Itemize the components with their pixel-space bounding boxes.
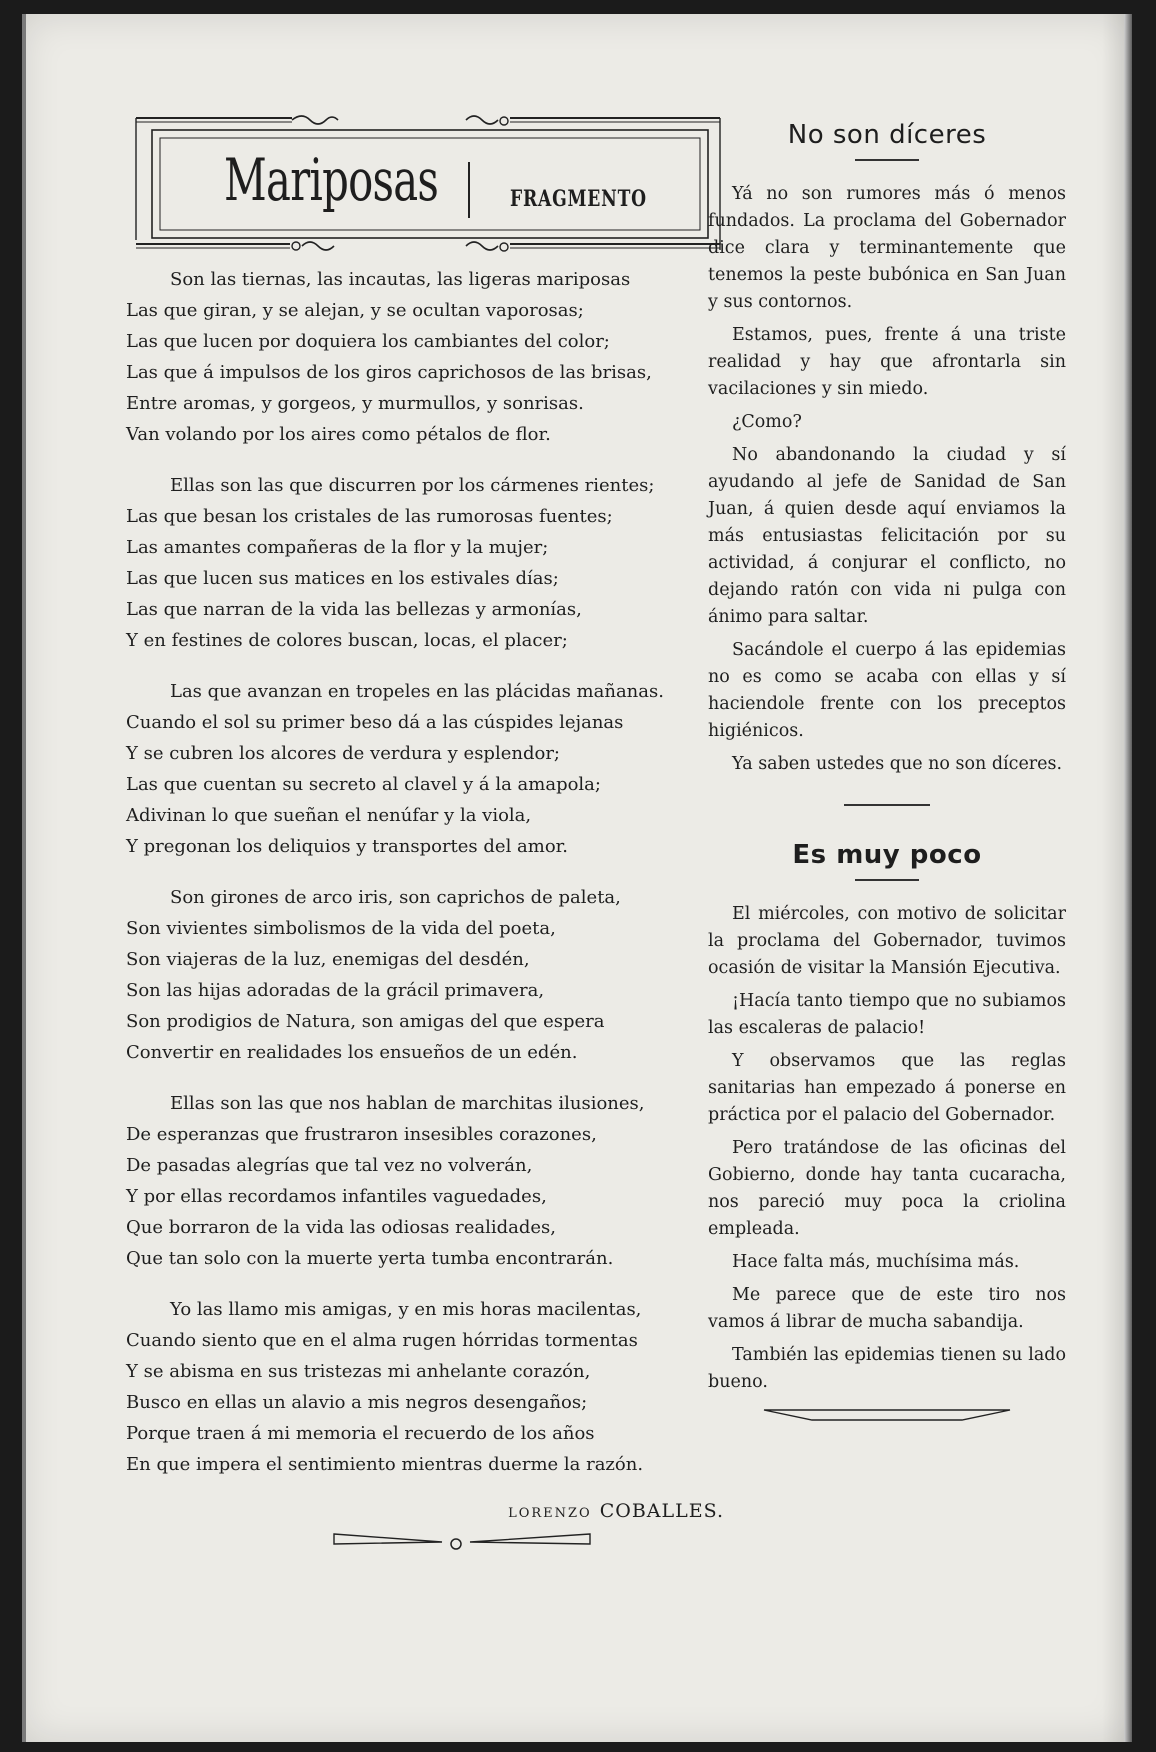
poem-line: Que tan solo con la muerte yerta tumba encontrarán. [126,1248,614,1269]
author-first-name: LORENZO [508,1506,592,1521]
poem-line: Son prodigios de Natura, son amigas del que espera [126,1011,605,1032]
article-paragraph: También las epidemias tienen su lado bueno. [708,1345,1066,1392]
article-paragraph: Ya saben ustedes que no son díceres. [732,754,1063,774]
poem-line: Cuando el sol su primer beso dá a las cúspides lejanas [126,712,624,733]
poem-line: Ellas son las que discurren por los cármenes rientes; [170,475,655,496]
poem-line: Van volando por los aires como pétalos de flor. [126,424,551,445]
poem-line: En que impera el sentimiento mientras duerme la razón. [126,1454,644,1475]
poem-line: Las que giran, y se alejan, y se ocultan vaporosas; [126,300,584,321]
poem-line: Y se abisma en sus tristezas mi anhelante corazón, [126,1361,591,1382]
poem-line: Yo las llamo mis amigas, y en mis horas macilentas, [170,1299,642,1320]
poem-line: Las que lucen sus matices en los estivales días; [126,568,559,589]
poem-line: Las que cuentan su secreto al clavel y á la amapola; [126,774,601,795]
stanza [92,1088,732,1274]
article-paragraph: Y observamos que las reglas sanitarias han empezado á ponerse en práctica por el palacio del Gobernador. [708,1051,1066,1125]
article-paragraph: Me parece que de este tiro nos vamos á librar de mucha sabandija. [708,1285,1066,1332]
poem-line: Las que lucen por doquiera los cambiantes del color; [126,331,610,352]
poem-column [92,110,732,1556]
article-paragraph: ¡Hacía tanto tiempo que no subiamos las escaleras de palacio! [708,991,1066,1038]
section-rule [844,804,930,806]
article-paragraph: ¿Como? [732,412,802,432]
page-shadow [1102,14,1124,1742]
poem-line: Adivinan lo que sueñan el nenúfar y la viola, [126,805,532,826]
poem-line: Son vivientes simbolismos de la vida del poeta, [126,918,556,939]
title-divider [468,162,470,218]
poem-line: Son viajeras de la luz, enemigas del desdén, [126,949,530,970]
stanza [92,882,732,1068]
article-paragraph: Hace falta más, muchísima más. [732,1252,1020,1272]
poem-line: Y por ellas recordamos infantiles vaguedades, [126,1186,547,1207]
binding-strip [1124,14,1132,1742]
poem-line: Y en festines de colores buscan, locas, el placer; [126,630,568,651]
article-title-no-son-diceres: No son díceres [787,120,987,150]
poem-line: Son girones de arco iris, son caprichos de paleta, [170,887,621,908]
stanza [92,1294,732,1480]
article-title-es-muy-poco: Es muy poco [792,840,982,870]
poem-line: Las amantes compañeras de la flor y la mujer; [126,537,549,558]
article-paragraph: Sacándole el cuerpo á las epidemias no es como se acaba con ellas y sí haciendole frente con los preceptos higiénicos. [708,640,1066,741]
flourish-icon [332,1528,592,1552]
flourish-ornament [332,1528,732,1556]
author-last-name: COBALLES. [599,1500,724,1522]
title-rule [855,159,919,161]
title-rule [855,879,919,881]
poem-line: Y pregonan los deliquios y transportes del amor. [126,836,569,857]
stanza [92,264,732,450]
poem-line: Entre aromas, y gorgeos, y murmullos, y sonrisas. [126,393,584,414]
poem-line: Son las hijas adoradas de la grácil primavera, [126,980,545,1001]
article-paragraph: Yá no son rumores más ó menos fundados. La proclama del Gobernador dice clara y terminantemente que tenemos la peste bubónica en San Juan y sus contornos. [708,184,1066,312]
article-paragraph: El miércoles, con motivo de solicitar la proclama del Gobernador, tuvimos ocasión de visitar la Mansión Ejecutiva. [708,904,1066,978]
poem-line: Porque traen á mi memoria el recuerdo de los años [126,1423,595,1444]
poem-title: Mariposas [224,146,439,214]
poem-line: Ellas son las que nos hablan de marchitas ilusiones, [170,1093,645,1114]
poem-line: Son las tiernas, las incautas, las ligeras mariposas [170,269,631,290]
poem-line: Convertir en realidades los ensueños de un edén. [126,1042,578,1063]
poem-title-frame [132,110,724,260]
article-paragraph: Estamos, pues, frente á una triste realidad y hay que afrontarla sin vacilaciones y sin miedo. [708,325,1066,399]
poem-line: De pasadas alegrías que tal vez no volverán, [126,1155,533,1176]
poem-line: Las que á impulsos de los giros caprichosos de las brisas, [126,362,652,383]
poem-line: Y se cubren los alcores de verdura y esplendor; [126,743,560,764]
poem-author [92,1500,724,1522]
page-spine [22,14,26,1742]
stanza [92,470,732,656]
poem-body [92,264,732,1480]
flourish-ornament [762,1406,1066,1437]
poem-line: Las que avanzan en tropeles en las plácidas mañanas. [170,681,664,702]
poem-line: Busco en ellas un alavio a mis negros desengaños; [126,1392,588,1413]
poem-line: Cuando siento que en el alma rugen hórridas tormentas [126,1330,638,1351]
article-paragraph: No abandonando la ciudad y sí ayudando al jefe de Sanidad de San Juan, á quien desde aquí enviamos la más entusiastas felicitación por su actividad, á conjurar el conflicto, no dejando ratón con vida ni pulga con ánimo para saltar. [708,445,1066,627]
poem-line: Que borraron de la vida las odiosas realidades, [126,1217,557,1238]
poem-line: Las que besan los cristales de las rumorosas fuentes; [126,506,613,527]
article-paragraph: Pero tratándose de las oficinas del Gobierno, donde hay tanta cucaracha, nos pareció muy poca la criolina empleada. [708,1138,1066,1239]
poem-line: Las que narran de la vida las bellezas y armonías, [126,599,582,620]
stanza [92,676,732,862]
flourish-icon [762,1406,1012,1428]
poem-subtitle: FRAGMENTO [510,186,647,212]
poem-line: De esperanzas que frustraron insesibles corazones, [126,1124,597,1145]
magazine-page [22,14,1132,1742]
articles-column [708,122,1066,1437]
